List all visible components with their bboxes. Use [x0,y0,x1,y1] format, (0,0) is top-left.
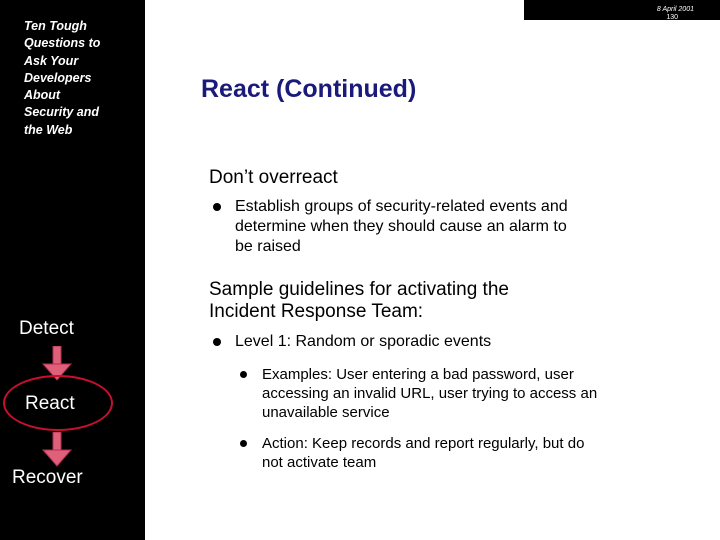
bullet-text-line: determine when they should cause an alarm to [235,218,567,235]
sidebar-title-line: Ten Tough [24,19,87,33]
phase-detect: Detect [19,318,74,339]
sidebar-title-line: the Web [24,122,73,137]
sub-bullet-item [262,434,682,472]
sub-bullet-text-line: Examples: User entering a bad password, user [262,366,574,383]
section-heading-line: Incident Response Team: [209,301,424,322]
sidebar-title-line: Questions to [24,36,101,51]
bullet-text-line: Level 1: Random or sporadic events [235,333,492,350]
bullet-text-line: be raised [235,238,301,255]
section-heading-line: Sample guidelines for activating the [209,279,509,300]
bullet-item [235,197,675,257]
sidebar-title [24,18,136,139]
phase-react: React [25,393,75,414]
phase-recover: Recover [12,467,83,488]
sidebar-title-line: About [24,88,61,103]
sidebar-title-line: Security and [24,105,100,120]
sub-bullet-text-line: unavailable service [262,404,390,421]
section-heading [209,279,629,323]
sidebar-title-line: Ask Your [24,53,79,68]
slide-number: 130 [666,14,678,21]
bullet-dot-icon [213,203,221,211]
sidebar-title-line: Developers [24,70,92,85]
sub-bullet-text-line: accessing an invalid URL, user trying to access an [262,385,598,402]
sub-bullet-text-line: not activate team [262,454,377,471]
bullet-item [235,332,655,352]
down-arrow-icon [37,432,77,468]
bullet-dot-icon [213,338,221,346]
header-strip [145,0,524,20]
slide-date: 8 April 2001 [656,6,694,13]
sub-bullet-text-line: Action: Keep records and report regularly, but do [262,435,585,452]
bullet-dot-icon [240,371,247,378]
slide-title: React (Continued) [201,75,417,103]
bullet-text-line: Establish groups of security-related events and [235,198,568,215]
sidebar [0,0,145,540]
sub-bullet-item [262,365,682,422]
section-heading: Don’t overreact [209,167,338,188]
bullet-dot-icon [240,440,247,447]
